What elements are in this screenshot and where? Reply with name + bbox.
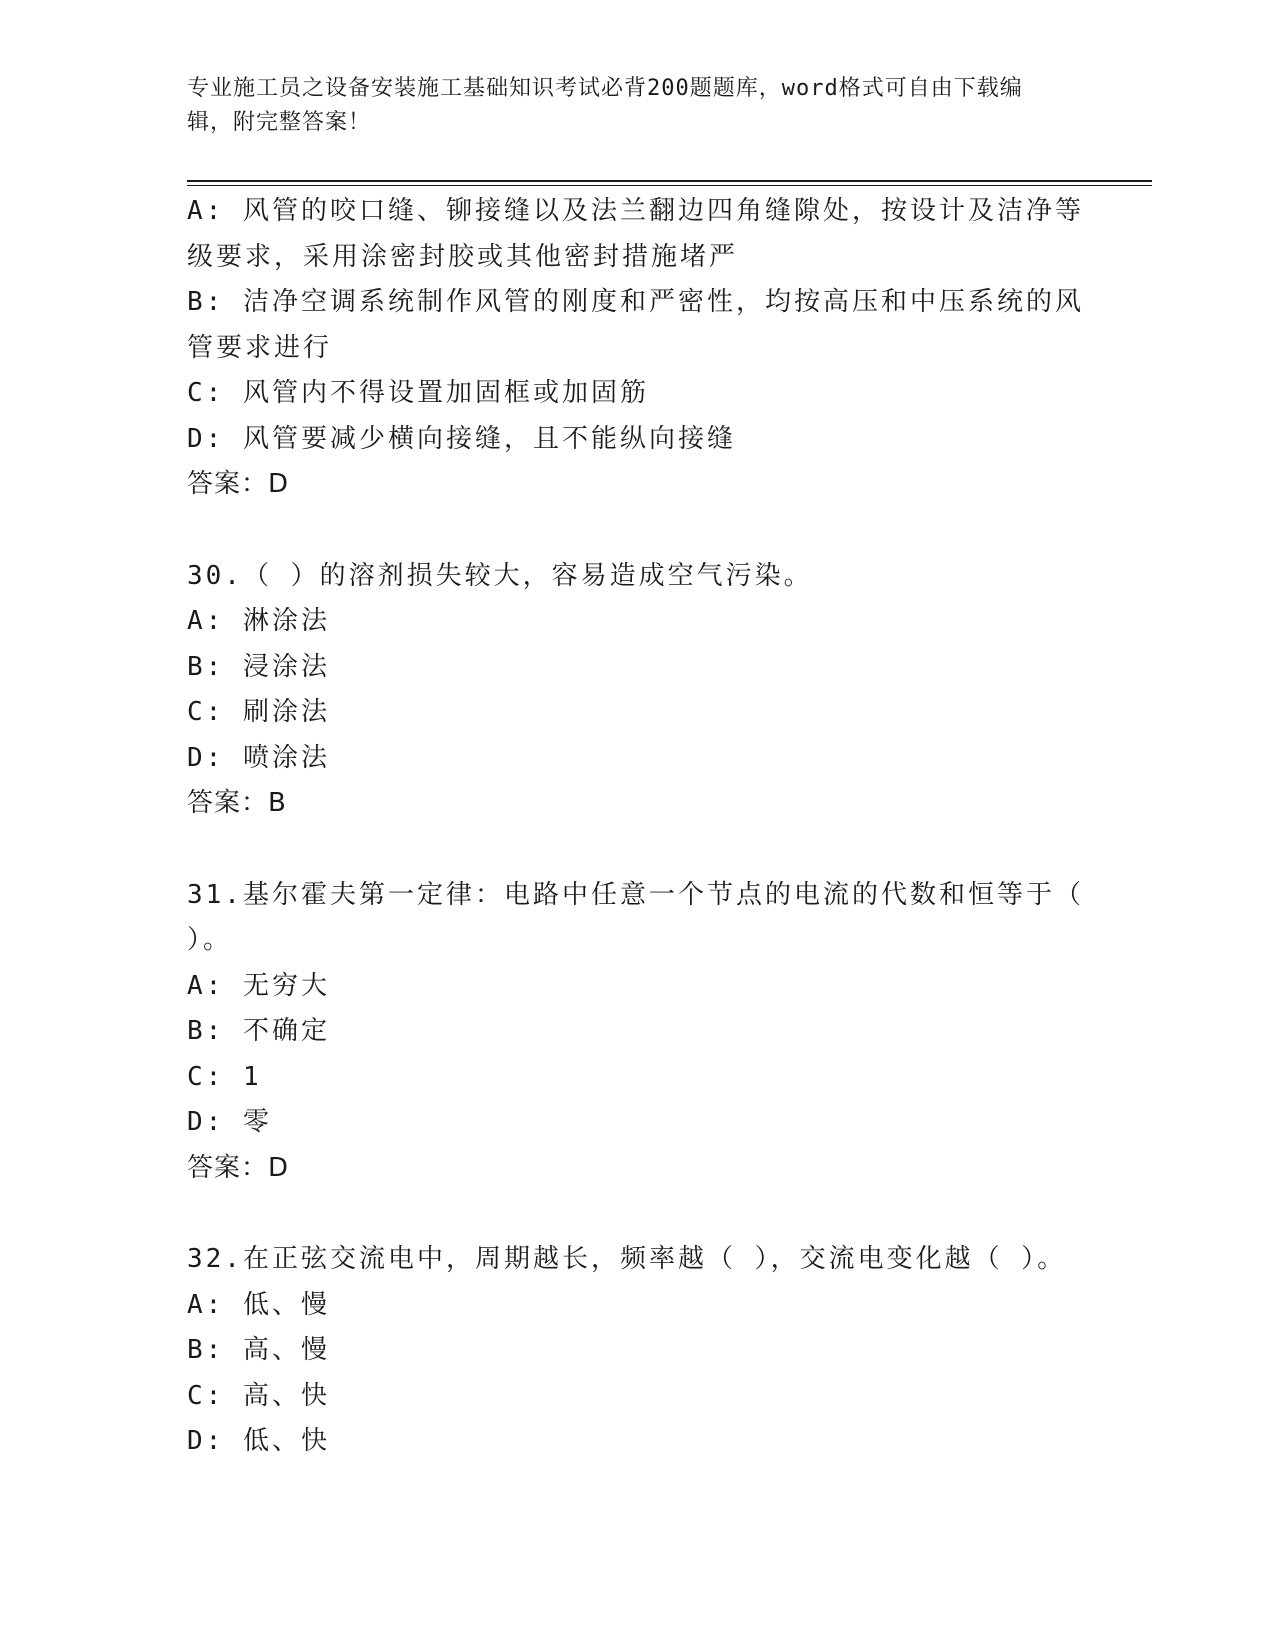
question-text: 30.（ ）的溶剂损失较大，容易造成空气污染。 — [187, 560, 813, 591]
option-a: A: 无穷大 — [187, 970, 330, 1001]
option-d: D: 低、快 — [187, 1426, 330, 1456]
option-a: A: 低、慢 — [187, 1289, 330, 1320]
option-c: C: 刷涂法 — [187, 697, 330, 727]
document-header: 专业施工员之设备安装施工基础知识考试必背200题题库，word格式可自由下载编辑，附完整答案！ — [187, 76, 1023, 135]
spacer — [187, 508, 1087, 554]
option-d: D: 零 — [187, 1107, 272, 1137]
option-c: C: 风管内不得设置加固框或加固筋 — [187, 378, 649, 408]
option-a: A: 淋涂法 — [187, 606, 330, 636]
option-b: B: 浸涂法 — [187, 651, 330, 682]
option-b: B: 高、慢 — [187, 1335, 330, 1365]
option-c: C: 高、快 — [187, 1380, 330, 1411]
question-32 — [187, 1237, 1087, 1465]
question-text: 31.基尔霍夫第一定律：电路中任意一个节点的电流的代数和恒等于（ ）。 — [187, 879, 1103, 955]
question-30 — [187, 554, 1087, 827]
answer: 答案：D — [187, 1152, 290, 1183]
answer: 答案：D — [187, 469, 290, 499]
question-text: 32.在正弦交流电中，周期越长，频率越（ ），交流电变化越（ ）。 — [187, 1244, 1067, 1274]
option-b: B: 洁净空调系统制作风管的刚度和严密性，均按高压和中压系统的风管要求进行 — [187, 287, 1084, 363]
question-29-continued — [187, 189, 1087, 508]
question-31 — [187, 873, 1103, 1192]
option-b: B: 不确定 — [187, 1016, 330, 1046]
option-c: C: 1 — [187, 1061, 262, 1092]
question-list — [187, 189, 1103, 1465]
option-d: D: 喷涂法 — [187, 742, 330, 773]
header-divider-thick — [187, 180, 1152, 182]
option-a: A: 风管的咬口缝、铆接缝以及法兰翻边四角缝隙处，按设计及洁净等级要求，采用涂密封胶或其他密封措施堵严 — [187, 196, 1084, 272]
header-divider-thin — [187, 185, 1152, 186]
answer: 答案：B — [187, 788, 287, 818]
spacer — [187, 1191, 1087, 1237]
spacer — [187, 827, 1087, 873]
option-d: D: 风管要减少横向接缝，且不能纵向接缝 — [187, 423, 736, 454]
